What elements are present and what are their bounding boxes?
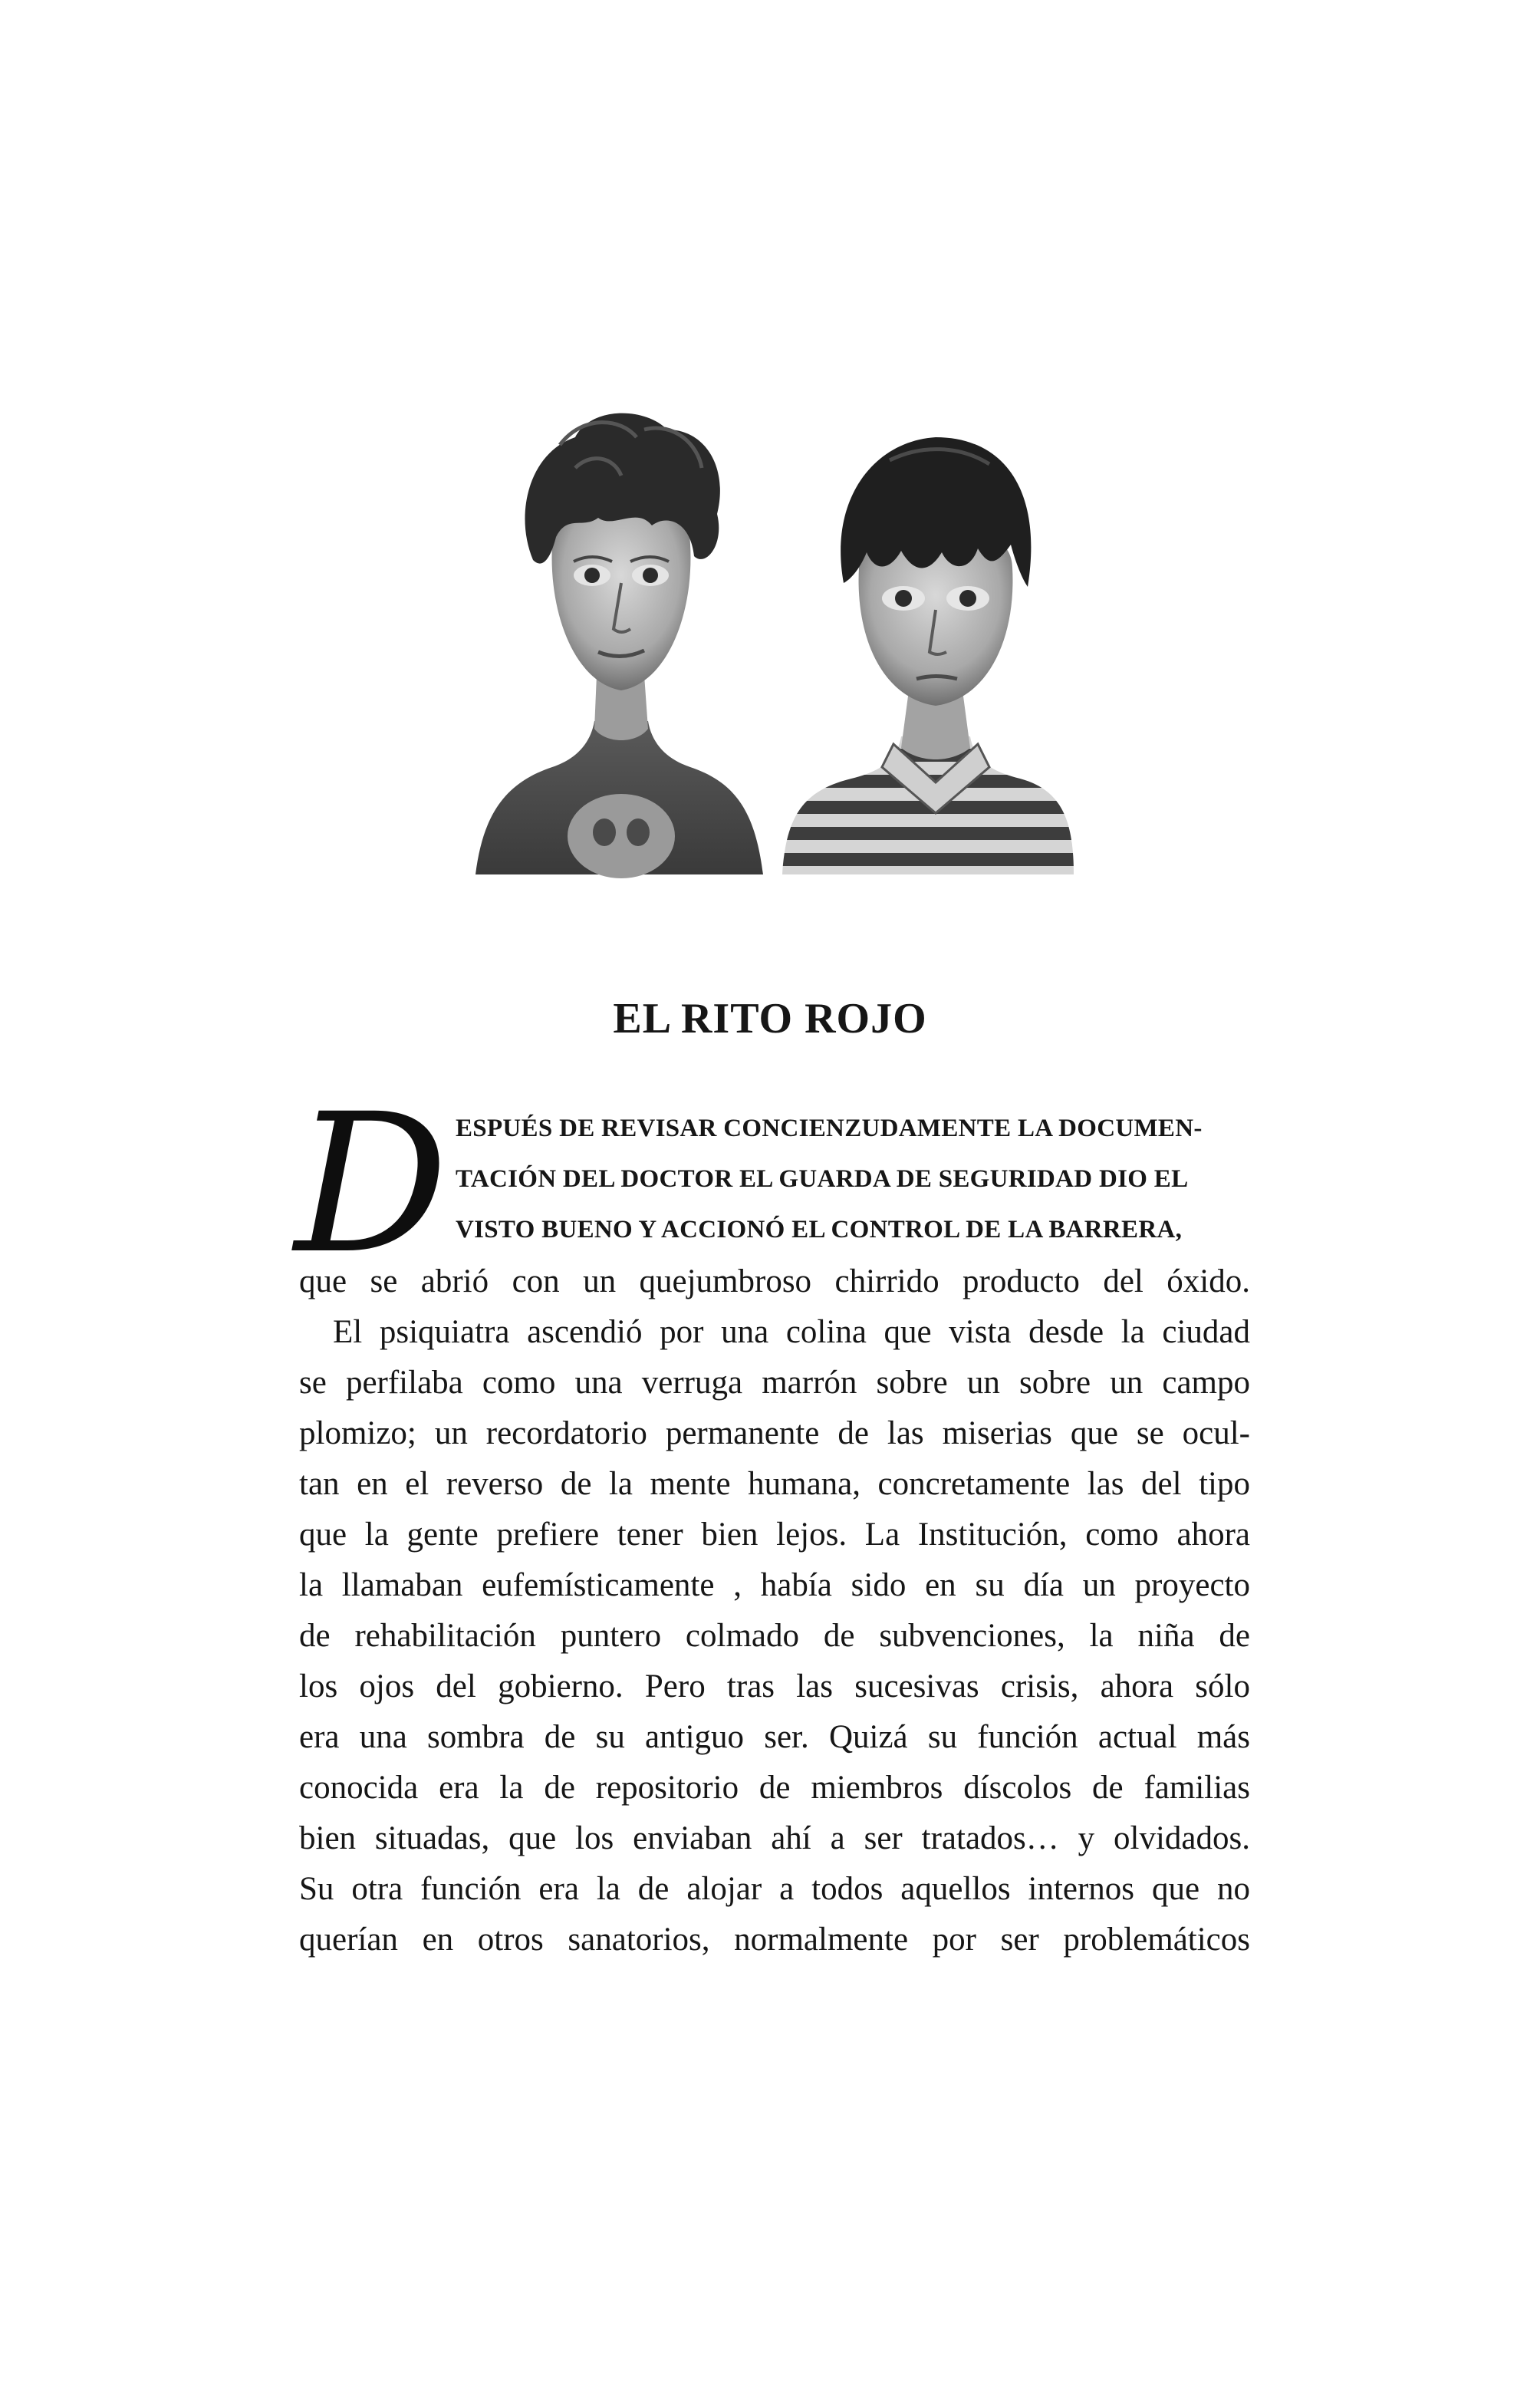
text-line: que la gente prefiere tener bien lejos. La Institución, como ahora	[299, 1517, 1250, 1553]
text-line: El psiquiatra ascendió por una colina que vista desde la ciudad	[333, 1314, 1250, 1350]
right-boy-figure	[782, 437, 1074, 874]
text-line: plomizo; un recordatorio permanente de las miserias que se ocul-	[299, 1415, 1250, 1451]
text-line: de rehabilitación puntero colmado de subvenciones, la niña de	[299, 1618, 1250, 1654]
body-text	[299, 1256, 1250, 1965]
chapter-text	[295, 1072, 1250, 1965]
text-line: conocida era la de repositorio de miembros díscolos de familias	[299, 1770, 1250, 1806]
text-line: bien situadas, que los enviaban ahí a ser tratados… y olvidados.	[299, 1820, 1250, 1856]
text-line: tan en el reverso de la mente humana, concretamente las del tipo	[299, 1466, 1250, 1502]
text-line: era una sombra de su antiguo ser. Quizá su función actual más	[299, 1719, 1250, 1755]
text-line: que se abrió con un quejumbroso chirrido producto del óxido.	[299, 1263, 1250, 1299]
text-line: los ojos del gobierno. Pero tras las sucesivas crisis, ahora sólo	[299, 1668, 1250, 1704]
small-caps-line: VISTO BUENO Y ACCIONÓ EL CONTROL DE LA BARRERA,	[456, 1216, 1183, 1243]
text-line: querían en otros sanatorios, normalmente por ser problemáticos	[299, 1922, 1250, 1958]
text-line: Su otra función era la de alojar a todos aquellos internos que no	[299, 1871, 1250, 1907]
small-caps-line: ESPUÉS DE REVISAR CONCIENZUDAMENTE LA DOCUMEN-	[456, 1115, 1203, 1142]
left-boy-figure	[475, 413, 763, 878]
text-line: la llamaban eufemísticamente , había sido en su día un proyecto	[299, 1567, 1250, 1603]
drop-cap: D	[295, 1072, 449, 1296]
chapter-title: EL RITO ROJO	[613, 995, 927, 1042]
two-boys-illustration	[460, 384, 1074, 882]
small-caps-line: TACIÓN DEL DOCTOR EL GUARDA DE SEGURIDAD DIO EL	[456, 1165, 1189, 1193]
text-line: se perfilaba como una verruga marrón sobre un sobre un campo	[299, 1365, 1250, 1401]
